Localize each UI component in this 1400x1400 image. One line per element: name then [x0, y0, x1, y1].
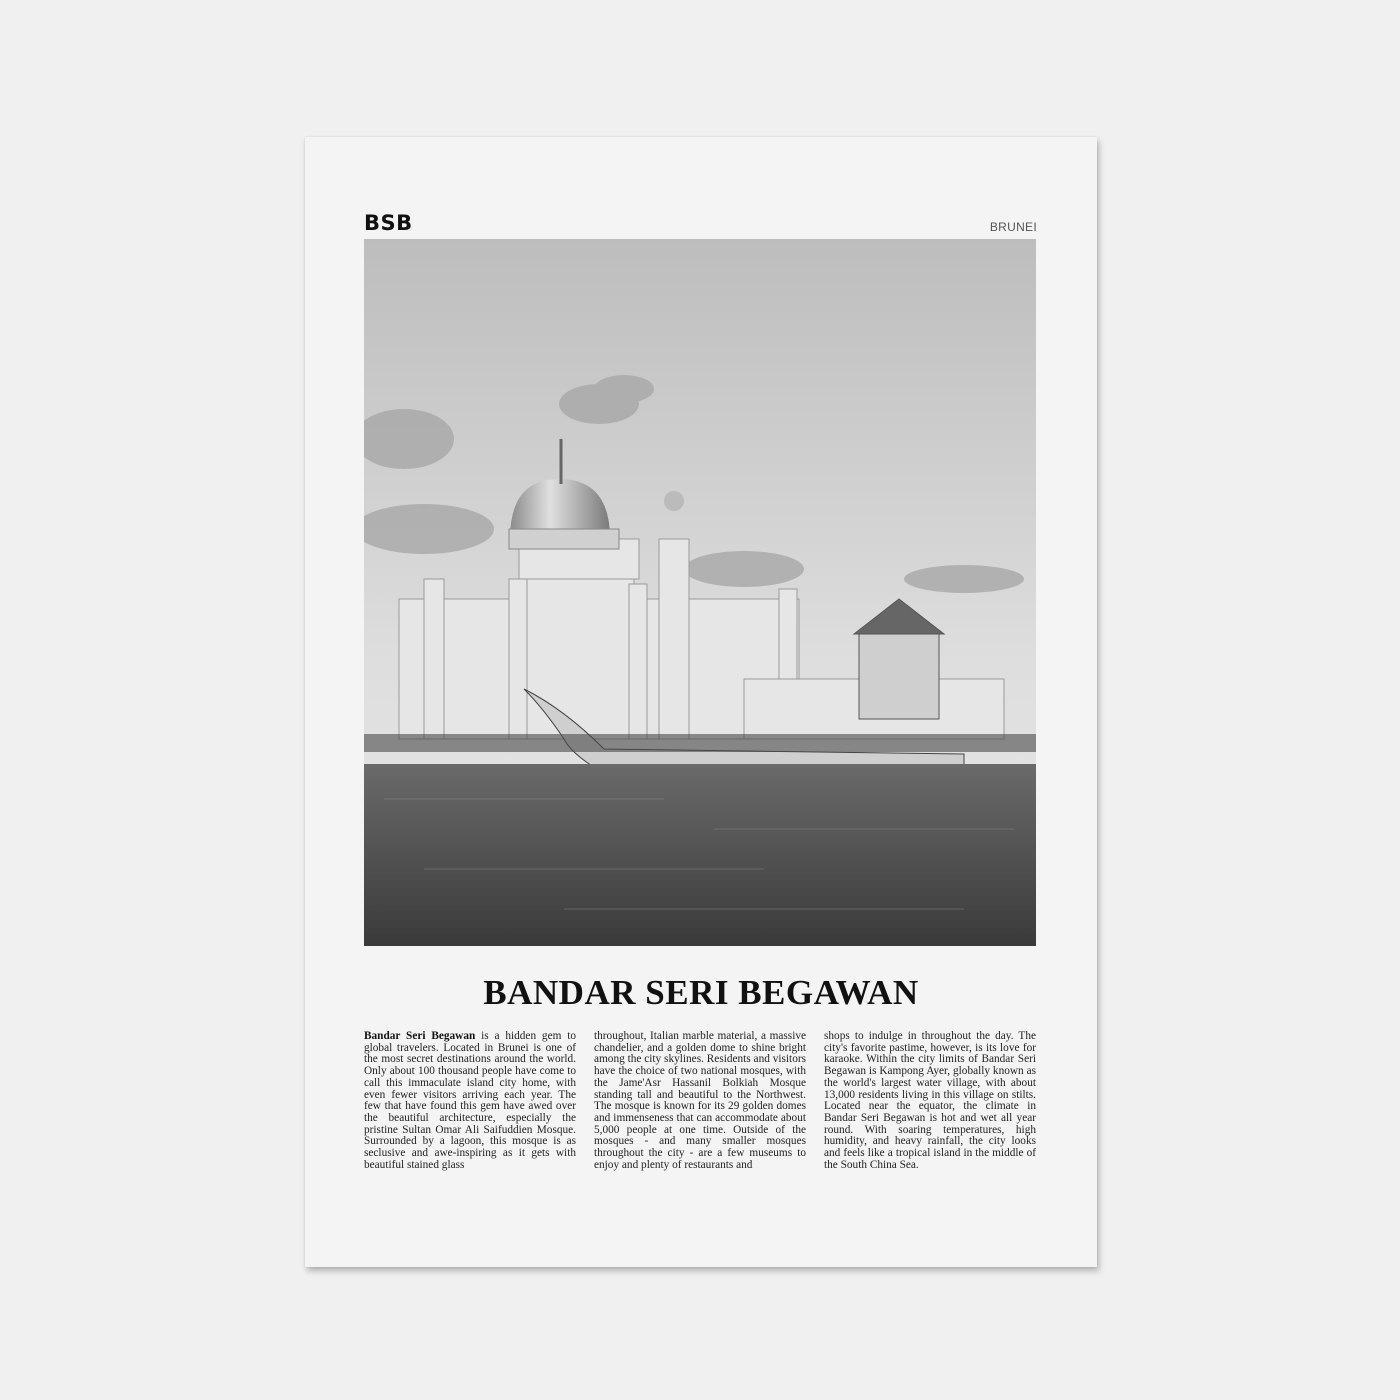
lead-bold-text: Bandar Seri Begawan [364, 1030, 476, 1042]
description-column-3: shops to indulge in throughout the day. The city's favorite pastime, however, is its love for karaoke. Within the city limits of Bandar Seri Begawan is Kampong Ayer, globally known as the world's largest water village, with about 13,000 residents living in this village on stilts. Located near the equator, the climate in Bandar Seri Begawan is hot and wet all year round. With soaring temperatures, high humidity, and heavy rainfall, the city looks and feels like a tropical island in the middle of the South China Sea. [824, 1030, 1036, 1171]
poster-title: BANDAR SERI BEGAWAN [483, 973, 919, 1012]
description-column-1 [364, 1031, 576, 1171]
city-code: BSB [364, 211, 413, 235]
mosque-photo [364, 239, 1036, 946]
country-label: BRUNEI [989, 220, 1037, 234]
description-column-2: throughout, Italian marble material, a massive chandelier, and a golden dome to shine bright among the city skylines. Residents and visitors have the choice of two national mosques, with the Jame'Asr Hassanil Bolkiah Mosque standing tall and beautiful to the Northwest. The mosque is known for its 29 golden domes and immenseness that can accommodate about 5,000 people at one time. Outside of the mosques - and many smaller mosques throughout the city - are a few museums to enjoy and plenty of restaurants and [594, 1030, 806, 1171]
description [364, 1031, 1036, 1171]
poster [305, 137, 1097, 1267]
column-1-text: is a hidden gem to global travelers. Located in Brunei is one of the most secret destinations around the world. Only about 100 thousand people have come to call this immaculate island city home, with even fewer visitors arriving each year. The few that have found this gem have awed over the beautiful architecture, especially the pristine Sultan Omar Ali Saifuddien Mosque. Surrounded by a lagoon, this mosque is as seclusive and awe-inspiring as it gets with beautiful stained glass [364, 1030, 577, 1171]
